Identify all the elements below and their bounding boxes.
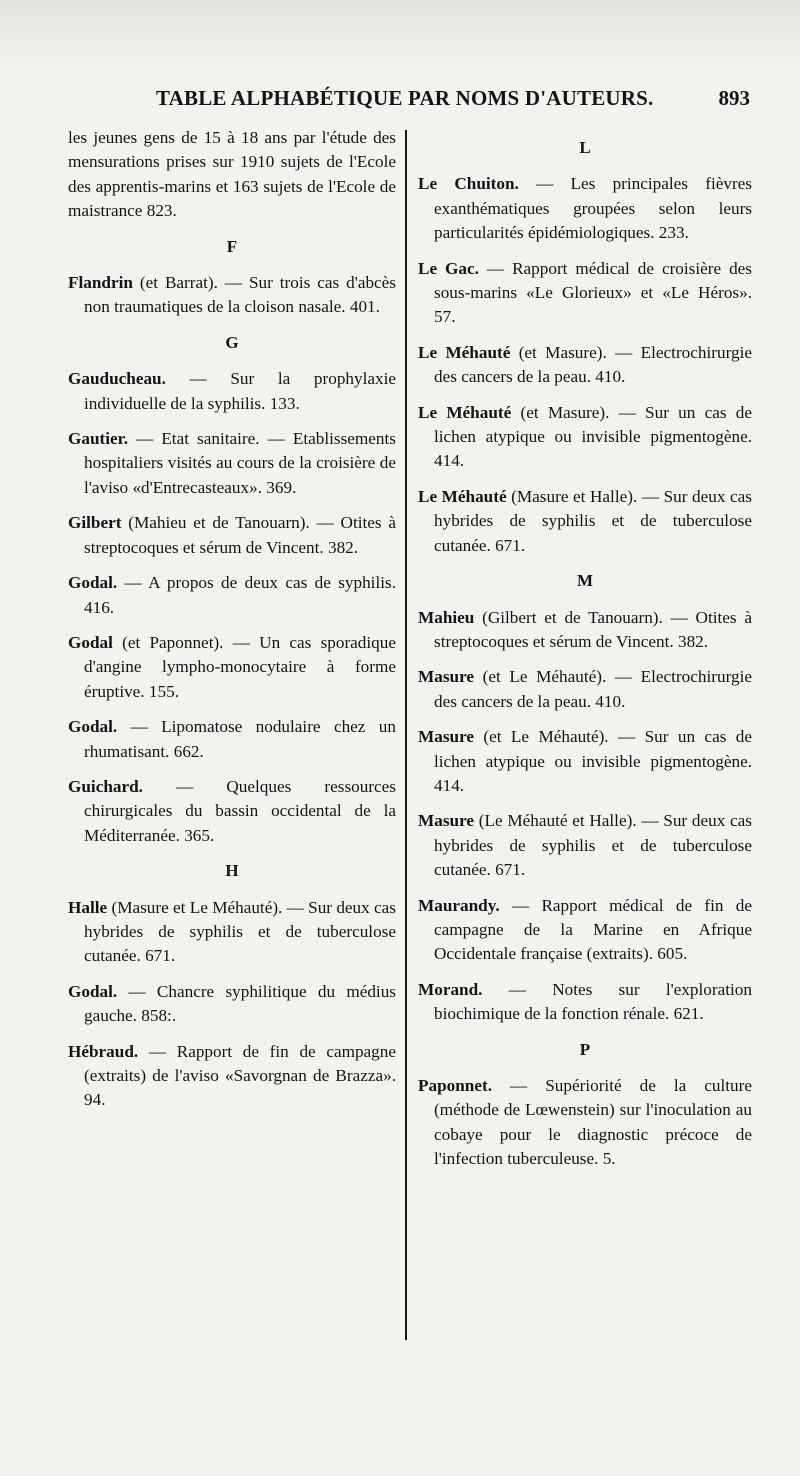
author-name: Le Méhauté (418, 342, 511, 362)
author-name: Le Chuiton. (418, 174, 519, 194)
index-entry (68, 896, 396, 969)
author-name: Maurandy. (418, 895, 500, 915)
author-name: Gautier. (68, 429, 128, 449)
index-entry (418, 401, 752, 474)
author-name: Paponnet. (418, 1076, 493, 1095)
index-entry (418, 485, 752, 558)
index-entry (68, 427, 396, 500)
index-entry (418, 1074, 752, 1172)
index-entry (418, 172, 752, 245)
author-name: Flandrin (68, 273, 133, 293)
scan-border (0, 0, 800, 70)
author-name: Gilbert (68, 513, 122, 533)
index-entry (68, 511, 396, 560)
author-name: Masure (418, 811, 475, 831)
entry-text: (et Paponnet). — Un cas sporadique d'angine lympho-monocytaire à forme éruptive. 155. (84, 632, 396, 701)
entry-text: — Sur la prophylaxie individuelle de la syphilis. 133. (84, 369, 396, 413)
entry-text: — Notes sur l'exploration biochimique de la fonction rénale. 621. (434, 979, 752, 1024)
index-entry (418, 978, 752, 1027)
index-entry (68, 715, 396, 764)
section-letter-f: F (226, 236, 238, 256)
entry-text: — Rapport de fin de campagne (extraits) de l'aviso «Savorgnan de Brazza». 94. (84, 1041, 396, 1110)
left-column (68, 126, 396, 1124)
entry-text: — A propos de deux cas de syphilis. 416. (84, 573, 396, 617)
entry-text: — Chancre syphilitique du médius gauche. 858:. (84, 981, 396, 1026)
index-entry (418, 665, 752, 714)
author-name: Godal. (68, 717, 118, 737)
author-name: Le Méhauté (418, 402, 512, 422)
author-name: Hébraud. (68, 1041, 139, 1061)
entry-text: — Etat sanitaire. — Etablissements hospitaliers visités au cours de la croisière de l'aviso «d'Entrecasteaux». 369. (84, 429, 396, 497)
author-name: Masure (418, 727, 475, 747)
page-title: TABLE ALPHABÉTIQUE PAR NOMS D'AUTEURS. (156, 86, 654, 110)
index-entry (68, 1040, 396, 1113)
right-column (418, 126, 752, 1183)
index-entry (68, 980, 396, 1029)
entry-text: — Les principales fièvres exanthématiques groupées selon leurs particularités épidémiologiques. 233. (434, 174, 752, 243)
author-name: Godal (68, 632, 113, 652)
author-name: Le Méhauté (418, 486, 507, 506)
entry-text: (et Masure). — Sur un cas de lichen atypique ou invisible pigmentogène. 414. (434, 402, 752, 471)
entry-text: (Le Méhauté et Halle). — Sur deux cas hybrides de syphilis et de tuberculose cutanée. 671. (434, 811, 752, 880)
index-entry (418, 725, 752, 798)
index-entry (418, 894, 752, 967)
entry-text: (Gilbert et de Tanouarn). — Otites à streptocoques et sérum de Vincent. 382. (434, 607, 752, 651)
section-letter-l: L (579, 138, 591, 157)
entry-text: (et Masure). — Electrochirurgie des cancers de la peau. 410. (434, 342, 752, 387)
section-letter-h: H (225, 861, 239, 881)
index-entry (68, 631, 396, 704)
entry-text: (et Le Méhauté). — Sur un cas de lichen atypique ou invisible pigmentogène. 414. (434, 727, 752, 795)
section-letter-g: G (225, 332, 239, 352)
author-name: Morand. (418, 979, 483, 999)
entry-text: (et Barrat). — Sur trois cas d'abcès non traumatiques de la cloison nasale. 401. (84, 273, 396, 317)
entry-text: (et Le Méhauté). — Electrochirurgie des cancers de la peau. 410. (434, 667, 752, 711)
index-entry (68, 571, 396, 620)
author-name: Masure (418, 667, 475, 687)
section-letter-p: P (579, 1039, 591, 1059)
index-entry (68, 367, 396, 416)
section-letter-m: M (576, 571, 594, 591)
entry-text: (Mahieu et de Tanouarn). — Otites à streptocoques et sérum de Vincent. 382. (84, 513, 396, 557)
entry-text: — Rapport médical de croisière des sous-marins «Le Glorieux» et «Le Héros». 57. (434, 258, 752, 327)
index-entry (418, 257, 752, 330)
index-entry (418, 606, 752, 655)
entry-text: — Rapport médical de fin de campagne de la Marine en Afrique Occidentale française (extraits). 605. (434, 895, 752, 964)
author-name: Halle (68, 897, 108, 917)
index-entry (68, 775, 396, 848)
continued-entry: les jeunes gens de 15 à 18 ans par l'étude des mensurations prises sur 1910 sujets de l'Ecole des apprentis-marins et 163 sujets de l'Ecole de maistrance 823. (68, 128, 396, 221)
author-name: Gauducheau. (68, 369, 166, 389)
entry-text: (Masure et Halle). — Sur deux cas hybrides de syphilis et de tuberculose cutanée. 671. (434, 486, 752, 555)
author-name: Le Gac. (418, 258, 479, 278)
entry-text: — Lipomatose nodulaire chez un rhumatisant. 662. (84, 717, 396, 761)
index-entry (418, 341, 752, 390)
author-name: Godal. (68, 981, 118, 1001)
column-divider (405, 130, 407, 1340)
author-name: Mahieu (418, 607, 475, 627)
page-number: 893 (718, 86, 750, 110)
entry-text: — Supériorité de la culture (méthode de Lœwenstein) sur l'inoculation au cobaye pour le diagnostic précoce de l'infection tuberculeuse. 5. (434, 1076, 752, 1169)
author-name: Godal. (68, 573, 118, 593)
entry-text: (Masure et Le Méhauté). — Sur deux cas hybrides de syphilis et de tuberculose cutanée. 671. (84, 897, 396, 966)
index-entry (68, 271, 396, 320)
page-header (150, 86, 750, 116)
index-entry (418, 809, 752, 882)
entry-text: — Quelques ressources chirurgicales du bassin occidental de la Méditerranée. 365. (84, 776, 396, 845)
author-name: Guichard. (68, 776, 143, 796)
